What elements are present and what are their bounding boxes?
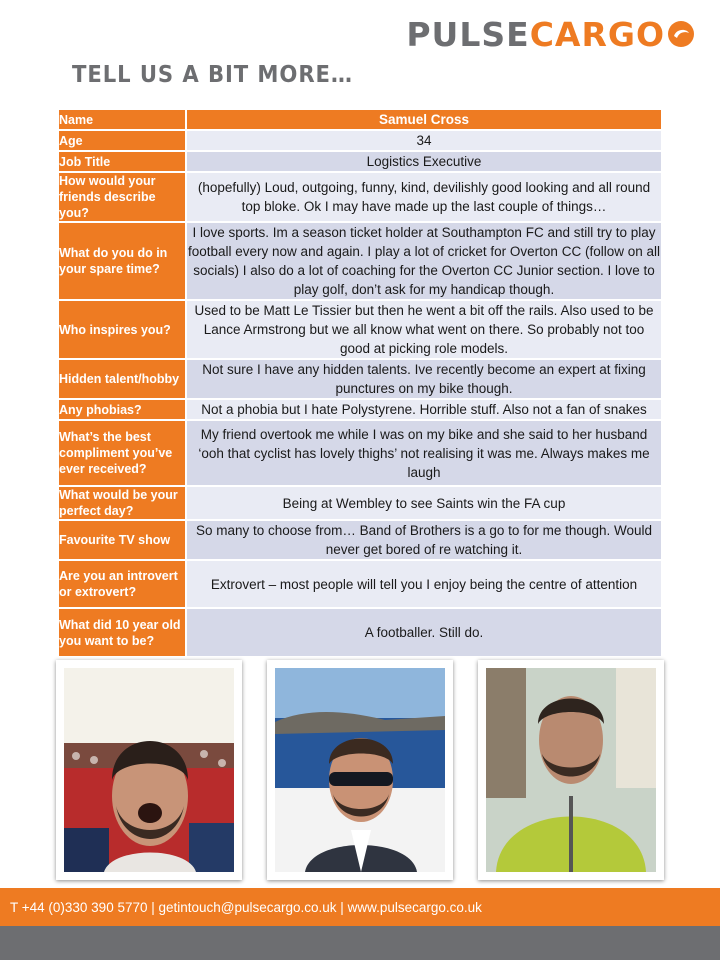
row-label: Favourite TV show xyxy=(59,521,187,559)
row-value: Samuel Cross xyxy=(187,110,661,129)
row-value: Not sure I have any hidden talents. Ive recently become an expert at fixing punctures on my bike though. xyxy=(187,360,661,398)
row-label: Are you an introvert or extrovert? xyxy=(59,561,187,607)
footer-grey-band xyxy=(0,926,720,960)
table-row xyxy=(59,173,661,221)
table-row xyxy=(59,360,661,398)
row-label: Any phobias? xyxy=(59,400,187,419)
table-row xyxy=(59,421,661,485)
footer-contact-info: T +44 (0)330 390 5770 | getintouch@pulsecargo.co.uk | www.pulsecargo.co.uk xyxy=(10,899,482,915)
row-value: (hopefully) Loud, outgoing, funny, kind, devilishly good looking and all round top bloke. Ok I may have made up the last couple of things… xyxy=(187,173,661,221)
table-row xyxy=(59,152,661,171)
coast-selfie-image xyxy=(275,668,445,872)
table-row-name xyxy=(59,110,661,129)
row-label: What did 10 year old you want to be? xyxy=(59,609,187,656)
footer-bar xyxy=(0,888,720,926)
row-value: Being at Wembley to see Saints win the FA cup xyxy=(187,487,661,519)
row-value: Logistics Executive xyxy=(187,152,661,171)
cycling-selfie-image xyxy=(486,668,656,872)
row-value: I love sports. Im a season ticket holder at Southampton FC and still try to play football every now and again. I play a lot of cricket for Overton CC (follow on all socials) I also do a lot of coaching for the Overton CC Junior section. I love to play golf, don’t ask for my handicap though. xyxy=(188,225,660,297)
row-value: So many to choose from… Band of Brothers is a go to for me though. Would never get bored of re watching it. xyxy=(187,521,661,559)
row-label: Who inspires you? xyxy=(59,301,187,358)
table-row xyxy=(59,561,661,607)
row-label: Job Title xyxy=(59,152,187,171)
row-value: Not a phobia but I hate Polystyrene. Horrible stuff. Also not a fan of snakes xyxy=(187,400,661,419)
table-row xyxy=(59,400,661,419)
logo-text-cargo: CARGO xyxy=(529,14,665,54)
photo-gallery xyxy=(56,660,664,880)
pulsecargo-logo xyxy=(406,14,696,54)
photo-stadium xyxy=(56,660,242,880)
photo-coast xyxy=(267,660,453,880)
stadium-selfie-image xyxy=(64,668,234,872)
logo-text-pulse: PULSE xyxy=(406,14,530,54)
row-value: My friend overtook me while I was on my bike and she said to her husband ‘ooh that cyclist has lovely thighs’ not realising it was me. Always makes me laugh xyxy=(187,421,661,485)
table-row xyxy=(59,223,661,299)
row-value: 34 xyxy=(187,131,661,150)
row-label: What would be your perfect day? xyxy=(59,487,187,519)
profile-table xyxy=(59,108,661,658)
row-label: What do you do in your spare time? xyxy=(59,223,187,299)
row-label: What’s the best compliment you’ve ever received? xyxy=(59,421,187,485)
row-value: Used to be Matt Le Tissier but then he went a bit off the rails. Also used to be Lance Armstrong but we all know what went on there. So probably not too good at picking role models. xyxy=(187,301,661,358)
row-label: Hidden talent/hobby xyxy=(59,360,187,398)
logo-swirl-icon xyxy=(666,19,696,49)
row-label: Age xyxy=(59,131,187,150)
table-row xyxy=(59,521,661,559)
row-label: Name xyxy=(59,110,187,129)
table-row xyxy=(59,609,661,656)
table-row xyxy=(59,131,661,150)
table-row xyxy=(59,487,661,519)
page-heading: TELL US A BIT MORE… xyxy=(72,62,353,88)
photo-cycling xyxy=(478,660,664,880)
row-label: How would your friends describe you? xyxy=(59,173,187,221)
row-value: Extrovert – most people will tell you I enjoy being the centre of attention xyxy=(187,561,661,607)
table-row xyxy=(59,301,661,358)
row-value: A footballer. Still do. xyxy=(187,609,661,656)
